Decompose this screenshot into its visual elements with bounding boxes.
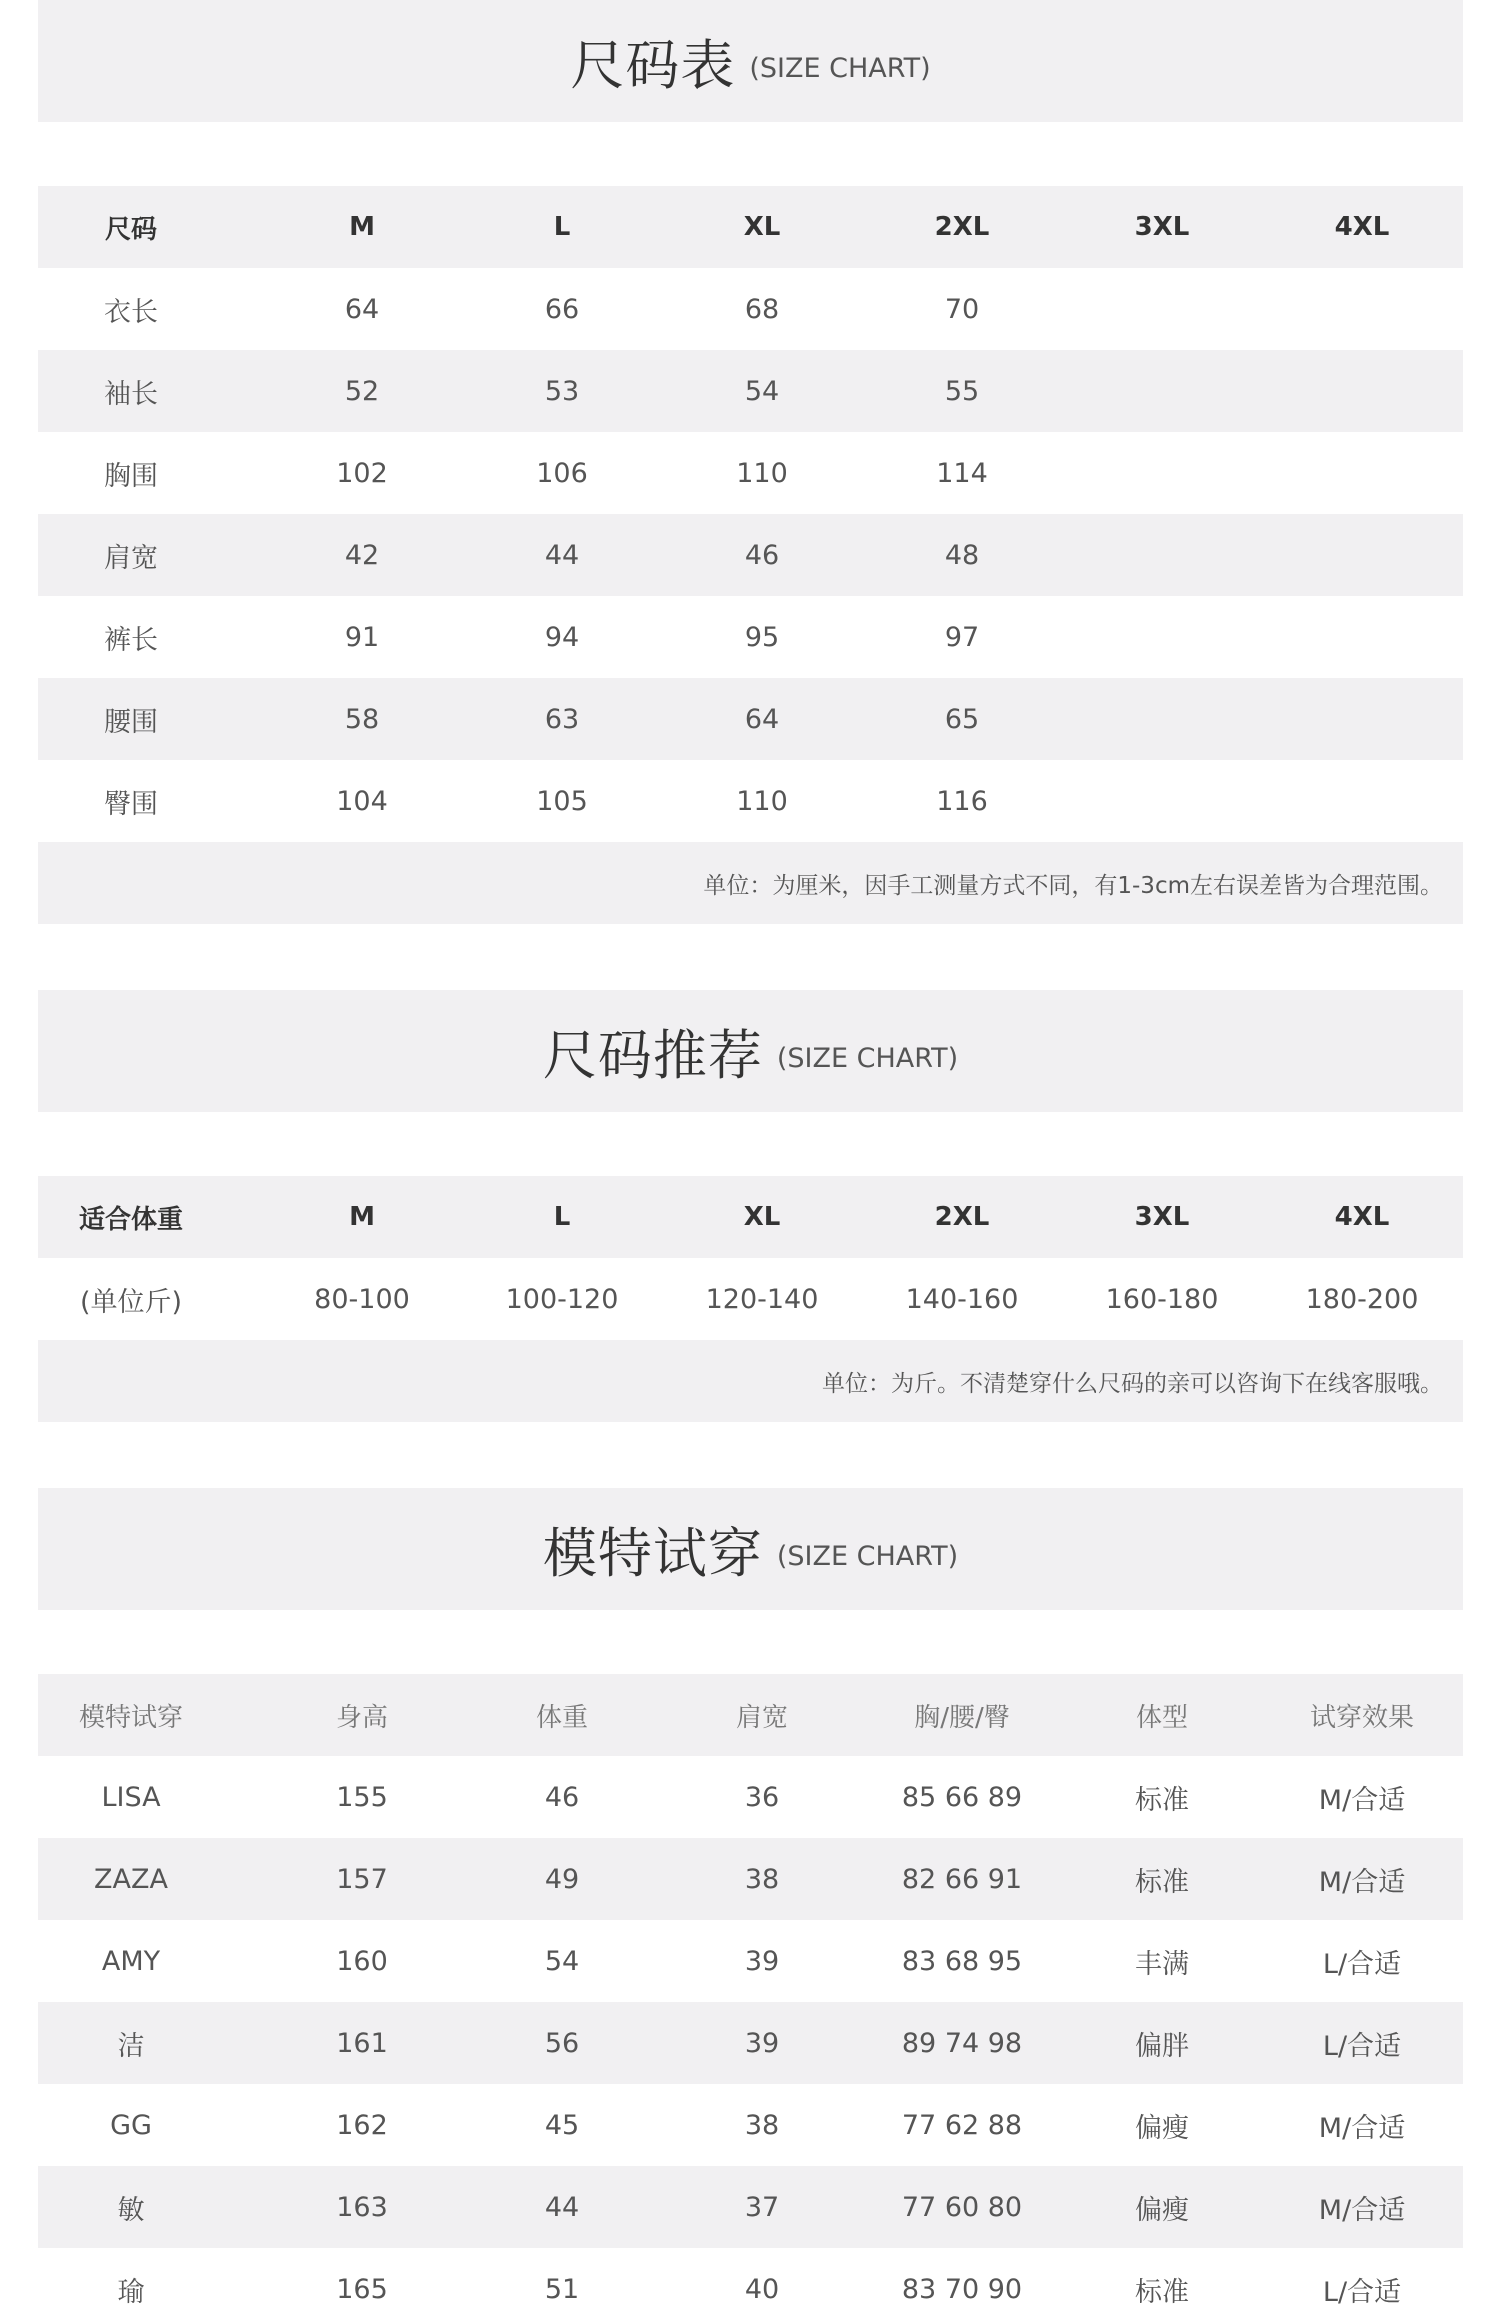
- size-chart-subtitle: (SIZE CHART): [749, 52, 931, 84]
- table-cell: 102: [336, 457, 388, 489]
- table-cell: 丰满: [1135, 1948, 1189, 1980]
- table-cell: 110: [736, 457, 788, 489]
- table-cell: 82 66 91: [901, 1863, 1023, 1895]
- table-row: [38, 432, 1463, 514]
- table-row: [38, 2166, 1463, 2248]
- table-cell: M/合适: [1318, 1784, 1406, 1816]
- unit-note: 单位：为厘米，因手工测量方式不同，有1-3cm左右误差皆为合理范围。: [38, 842, 1463, 924]
- table-cell: 标准: [1135, 2276, 1189, 2308]
- row-label: GG: [110, 2109, 152, 2141]
- table-cell: 39: [744, 2027, 780, 2059]
- table-cell: 77 62 88: [901, 2109, 1023, 2141]
- table-cell: 偏胖: [1135, 2030, 1189, 2062]
- size-chart-banner: [38, 0, 1463, 122]
- model-fit-table: [38, 1674, 1463, 2322]
- table-cell: 身高: [335, 1702, 388, 1733]
- table-cell: 64: [344, 293, 380, 325]
- table-cell: 91: [344, 621, 380, 653]
- table-row: [38, 1756, 1463, 1838]
- table-cell: 83 70 90: [901, 2273, 1023, 2305]
- table-cell: XL: [743, 212, 781, 242]
- table-cell: 偏瘦: [1135, 2112, 1189, 2144]
- table-cell: 64: [744, 703, 780, 735]
- table-cell: 2XL: [934, 1202, 990, 1232]
- table-cell: 胸/腰/臀: [914, 1702, 1010, 1733]
- table-cell: XL: [743, 1202, 781, 1232]
- table-row: [38, 514, 1463, 596]
- row-label: 适合体重: [78, 1204, 183, 1235]
- table-cell: 54: [544, 1945, 580, 1977]
- table-cell: 120-140: [705, 1283, 819, 1315]
- size-recommend-banner: [38, 990, 1463, 1112]
- table-cell: 140-160: [905, 1283, 1019, 1315]
- table-cell: 105: [536, 785, 588, 817]
- row-label: 肩宽: [104, 542, 158, 574]
- table-cell: 肩宽: [735, 1702, 788, 1733]
- table-row: [38, 760, 1463, 842]
- table-cell: 53: [544, 375, 580, 407]
- table-cell: 104: [336, 785, 388, 817]
- table-row: [38, 1258, 1463, 1340]
- row-label: (单位斤): [79, 1286, 183, 1318]
- table-cell: 38: [744, 2109, 780, 2141]
- table-cell: 97: [944, 621, 980, 653]
- table-cell: 68: [744, 293, 780, 325]
- row-label: 洁: [117, 2030, 145, 2062]
- table-cell: 4XL: [1334, 212, 1390, 242]
- size-chart-table: [38, 186, 1463, 924]
- row-label: 衣长: [104, 296, 158, 328]
- table-header-row: [38, 1674, 1463, 1756]
- table-row: [38, 1920, 1463, 2002]
- table-cell: 100-120: [505, 1283, 619, 1315]
- table-cell: 65: [944, 703, 980, 735]
- table-cell: 标准: [1135, 1866, 1189, 1898]
- table-cell: 51: [544, 2273, 580, 2305]
- model-fit-banner: [38, 1488, 1463, 1610]
- table-cell: 116: [936, 785, 988, 817]
- size-recommend-subtitle: (SIZE CHART): [776, 1042, 959, 1074]
- table-cell: L: [553, 1202, 571, 1232]
- table-cell: 55: [944, 375, 980, 407]
- table-cell: 161: [336, 2027, 388, 2059]
- row-label: 腰围: [104, 706, 158, 738]
- table-cell: L: [553, 212, 571, 242]
- row-label: 裤长: [104, 624, 158, 656]
- table-cell: L/合适: [1322, 2030, 1402, 2062]
- table-cell: 66: [544, 293, 580, 325]
- table-cell: M: [349, 212, 375, 242]
- table-header-row: [38, 1176, 1463, 1258]
- table-cell: 63: [544, 703, 580, 735]
- table-cell: M/合适: [1318, 2112, 1406, 2144]
- table-cell: 42: [344, 539, 380, 571]
- table-cell: 56: [544, 2027, 580, 2059]
- table-cell: 38: [744, 1863, 780, 1895]
- table-cell: 46: [744, 539, 780, 571]
- table-cell: 3XL: [1134, 1202, 1190, 1232]
- row-label: 臀围: [104, 788, 158, 820]
- table-cell: 70: [944, 293, 980, 325]
- table-cell: 77 60 80: [901, 2191, 1023, 2223]
- size-recommend-title: 尺码推荐: [542, 1023, 763, 1087]
- table-cell: 体型: [1135, 1702, 1188, 1733]
- table-cell: 4XL: [1334, 1202, 1390, 1232]
- table-cell: 36: [744, 1781, 780, 1813]
- table-cell: 94: [544, 621, 580, 653]
- table-row: [38, 596, 1463, 678]
- table-cell: 37: [744, 2191, 780, 2223]
- table-row: [38, 350, 1463, 432]
- table-cell: 157: [336, 1863, 388, 1895]
- table-cell: M: [349, 1202, 375, 1232]
- table-header-row: [38, 186, 1463, 268]
- table-row: [38, 678, 1463, 760]
- model-fit-title: 模特试穿: [542, 1521, 763, 1585]
- row-label: ZAZA: [94, 1863, 168, 1895]
- table-cell: L/合适: [1322, 2276, 1402, 2308]
- table-cell: 160: [336, 1945, 388, 1977]
- table-cell: 58: [344, 703, 380, 735]
- table-cell: 54: [744, 375, 780, 407]
- table-cell: M/合适: [1318, 1866, 1406, 1898]
- row-label: 敏: [117, 2194, 145, 2226]
- table-cell: 163: [336, 2191, 388, 2223]
- row-label: AMY: [101, 1945, 161, 1977]
- table-cell: 试穿效果: [1309, 1702, 1414, 1733]
- table-cell: 114: [936, 457, 988, 489]
- table-cell: 52: [344, 375, 380, 407]
- table-cell: 80-100: [314, 1283, 410, 1315]
- row-label: 瑜: [117, 2276, 145, 2308]
- table-row: [38, 1838, 1463, 1920]
- table-row: [38, 2002, 1463, 2084]
- row-label: 尺码: [104, 214, 157, 245]
- table-row: [38, 2084, 1463, 2166]
- row-label: 胸围: [104, 460, 158, 492]
- table-row: [38, 2248, 1463, 2322]
- table-cell: 155: [336, 1781, 388, 1813]
- table-cell: 2XL: [934, 212, 990, 242]
- table-cell: 95: [744, 621, 780, 653]
- table-cell: 165: [336, 2273, 388, 2305]
- table-cell: 标准: [1135, 1784, 1189, 1816]
- table-row: [38, 268, 1463, 350]
- table-cell: 49: [544, 1863, 580, 1895]
- table-cell: M/合适: [1318, 2194, 1406, 2226]
- table-cell: 偏瘦: [1135, 2194, 1189, 2226]
- table-cell: 83 68 95: [901, 1945, 1023, 1977]
- table-cell: 110: [736, 785, 788, 817]
- model-fit-subtitle: (SIZE CHART): [776, 1540, 959, 1572]
- table-cell: 85 66 89: [901, 1781, 1023, 1813]
- table-cell: 162: [336, 2109, 388, 2141]
- table-cell: 39: [744, 1945, 780, 1977]
- table-cell: 46: [544, 1781, 580, 1813]
- table-cell: L/合适: [1322, 1948, 1402, 1980]
- size-recommend-table: [38, 1176, 1463, 1422]
- table-cell: 160-180: [1105, 1283, 1219, 1315]
- unit-note: 单位：为斤。不清楚穿什么尺码的亲可以咨询下在线客服哦。: [38, 1340, 1463, 1422]
- row-label: LISA: [101, 1781, 161, 1813]
- table-cell: 40: [744, 2273, 780, 2305]
- row-label: 模特试穿: [78, 1702, 183, 1733]
- row-label: 袖长: [104, 378, 158, 410]
- table-cell: 44: [544, 539, 580, 571]
- table-cell: 44: [544, 2191, 580, 2223]
- table-cell: 45: [544, 2109, 580, 2141]
- table-cell: 3XL: [1134, 212, 1190, 242]
- table-cell: 48: [944, 539, 980, 571]
- table-cell: 180-200: [1305, 1283, 1419, 1315]
- table-cell: 89 74 98: [901, 2027, 1023, 2059]
- table-cell: 106: [536, 457, 588, 489]
- size-chart-title: 尺码表: [570, 33, 736, 97]
- table-cell: 体重: [535, 1702, 588, 1733]
